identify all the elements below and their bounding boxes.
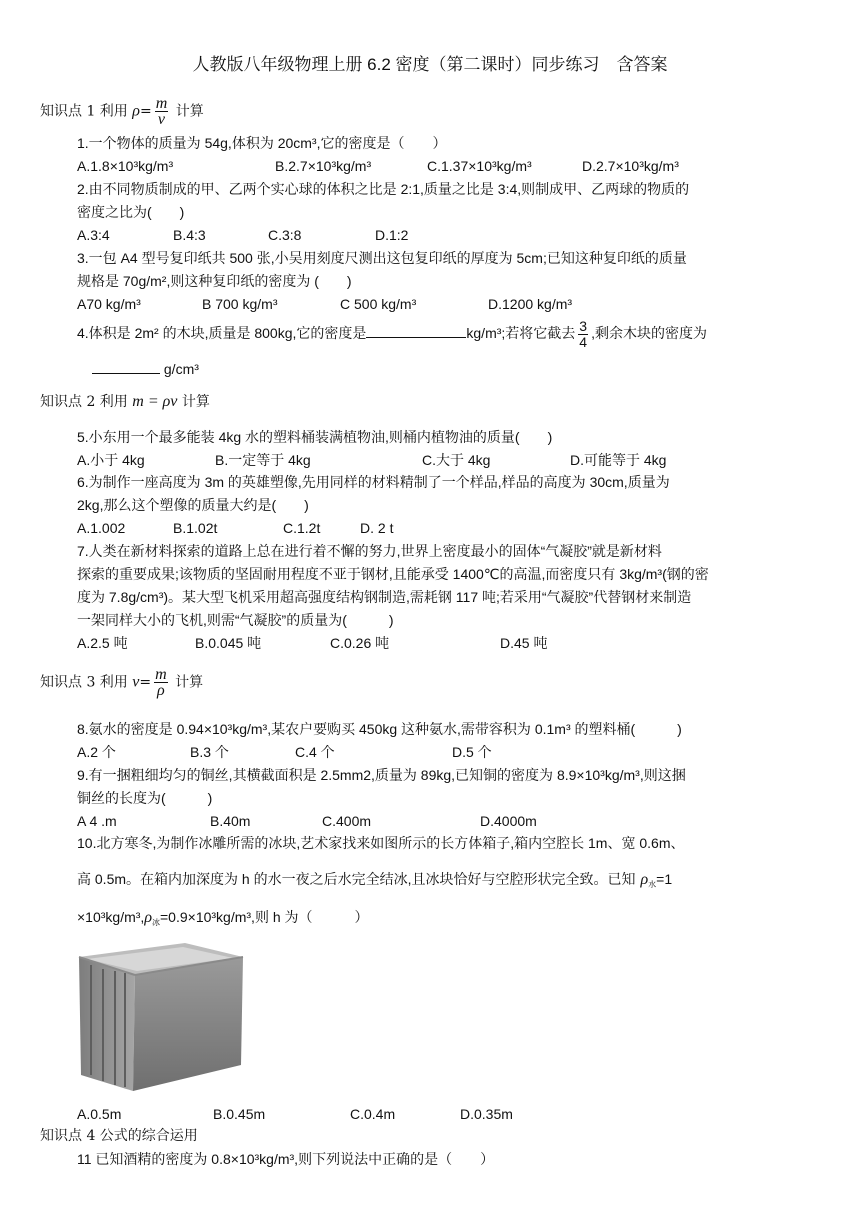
question-9-line-2: 铜丝的长度为( )	[77, 790, 213, 806]
formula-fraction: $\frac{m}{\rho}$	[155, 666, 167, 699]
q6-option-c: C.1.2t	[283, 520, 321, 536]
question-4-line-1: 4.体积是 2m² 的木块,质量是 800kg,它的密度是 kg/m³;若将它截去 $\frac{3}{4}$ ,剩余木块的密度为	[77, 317, 707, 350]
question-4-line-2: g/cm³	[92, 360, 199, 378]
question-10-line-3: $\times 10^3kg/m^3,\rho_冰=0.9\times 10^3kg/m^3$,则 h 为（ ）	[77, 909, 369, 927]
q5-option-b: B.一定等于 4kg	[215, 452, 311, 468]
q5-option-a: A.小于 4kg	[77, 452, 145, 468]
question-3-line-1: 3.一包 A4 型号复印纸共 500 张,小吴用刻度尺测出这包复印纸的厚度为 5cm;已知这种复印纸的质量	[77, 250, 687, 266]
section-4-heading: 知识点 4 公式的综合运用	[40, 1128, 198, 1144]
question-7-line-1: 7.人类在新材料探索的道路上总在进行着不懈的努力,世界上密度最小的固体“气凝胶”就是新材料	[77, 543, 662, 559]
question-7-line-3: 度为 7.8g/cm³)。某大型飞机采用超高强度结构钢制造,需耗钢 117 吨;若采用“气凝胶”代替钢材来制造	[77, 589, 692, 605]
section-1-heading: 知识点 1 利用 ρ= $\frac{m}{v}$ 计算	[40, 95, 204, 128]
q8-option-b: B.3 个	[190, 744, 229, 760]
q10-option-c: C.0.4m	[350, 1106, 396, 1122]
section-2-heading: 知识点 2 利用 m = ρv 计算	[40, 393, 210, 410]
q7-option-a: A.2.5 吨	[77, 635, 128, 651]
q10-option-b: B.0.45m	[213, 1106, 266, 1122]
q10-option-d: D.0.35m	[460, 1106, 513, 1122]
q2-option-c: C.3:8	[268, 227, 302, 243]
section-3-heading: 知识点 3 利用 v= $\frac{m}{\rho}$ 计算	[40, 666, 204, 699]
q3-option-a: A70 kg/m³	[77, 296, 141, 312]
question-7-line-2: 探索的重要成果;该物质的坚固耐用程度不亚于钢材,且能承受 1400℃的高温,而密度只有 3kg/m³(钢的密	[77, 566, 709, 582]
q1-option-a: A.1.8×10³kg/m³	[77, 158, 174, 174]
q9-option-a: A 4 .m	[77, 813, 117, 829]
q7-option-d: D.45 吨	[500, 635, 548, 651]
question-10-line-1: 10.北方寒冬,为制作冰雕所需的冰块,艺术家找来如图所示的长方体箱子,箱内空腔长 1m、宽 0.6m、	[77, 835, 685, 851]
answer-blank[interactable]	[366, 324, 466, 338]
q6-option-b: B.1.02t	[173, 520, 218, 536]
q8-option-a: A.2 个	[77, 744, 116, 760]
q3-option-c: C 500 kg/m³	[340, 296, 417, 312]
question-3-line-2: 规格是 70g/m²,则这种复印纸的密度为 ( )	[77, 273, 352, 289]
question-10-line-2: 高 0.5m。在箱内加深度为 h 的水一夜之后水完全结冰,且冰块恰好与空腔形状完全致。已知 $\rho_水=1$	[77, 871, 673, 889]
q3-option-b: B 700 kg/m³	[202, 296, 278, 312]
q7-option-c: C.0.26 吨	[330, 635, 390, 651]
q2-option-d: D.1:2	[375, 227, 409, 243]
q7-option-b: B.0.045 吨	[195, 635, 262, 651]
question-6-line-1: 6.为制作一座高度为 3m 的英雄塑像,先用同样的材料精制了一个样品,样品的高度为 30cm,质量为	[77, 474, 670, 490]
q1-option-c: C.1.37×10³kg/m³	[427, 158, 532, 174]
q1-option-d: D.2.7×10³kg/m³	[582, 158, 679, 174]
formula-fraction: $\frac{m}{v}$	[155, 95, 168, 128]
question-1: 1.一个物体的质量为 54g,体积为 20cm³,它的密度是（ ）	[77, 135, 447, 151]
question-8: 8.氨水的密度是 0.94×10³kg/m³,某农户要购买 450kg 这种氨水,需带容积为 0.1m³ 的塑料桶( )	[77, 721, 682, 737]
page-title: 人教版八年级物理上册 6.2 密度（第二课时）同步练习 含答案	[192, 55, 668, 74]
question-9-line-1: 9.有一捆粗细均匀的铜丝,其横截面积是 2.5mm2,质量为 89kg,已知铜的密度为 8.9×10³kg/m³,则这捆	[77, 767, 686, 783]
answer-blank[interactable]	[92, 360, 160, 374]
q1-option-b: B.2.7×10³kg/m³	[275, 158, 372, 174]
q5-option-c: C.大于 4kg	[422, 452, 491, 468]
question-11: 11 已知酒精的密度为 0.8×10³kg/m³,则下列说法中正确的是（ ）	[77, 1151, 495, 1167]
q9-option-c: C.400m	[322, 813, 372, 829]
question-7-line-4: 一架同样大小的飞机,则需“气凝胶”的质量为( )	[77, 612, 394, 628]
q3-option-d: D.1200 kg/m³	[488, 296, 573, 312]
plastic-crate-icon	[75, 935, 247, 1095]
question-2-line-2: 密度之比为( )	[77, 204, 185, 220]
q2-option-a: A.3:4	[77, 227, 110, 243]
question-6-line-2: 2kg,那么这个塑像的质量大约是( )	[77, 497, 309, 513]
q8-option-d: D.5 个	[452, 744, 492, 760]
question-5: 5.小东用一个最多能装 4kg 水的塑料桶装满植物油,则桶内植物油的质量( )	[77, 429, 553, 445]
q6-option-d: D. 2 t	[360, 520, 394, 536]
q2-option-b: B.4:3	[173, 227, 206, 243]
q9-option-d: D.4000m	[480, 813, 537, 829]
q8-option-c: C.4 个	[295, 744, 335, 760]
q9-option-b: B.40m	[210, 813, 251, 829]
question-2-line-1: 2.由不同物质制成的甲、乙两个实心球的体积之比是 2:1,质量之比是 3:4,则制成甲、乙两球的物质的	[77, 181, 690, 197]
q5-option-d: D.可能等于 4kg	[570, 452, 667, 468]
q10-option-a: A.0.5m	[77, 1106, 122, 1122]
q6-option-a: A.1.002	[77, 520, 126, 536]
fraction-three-quarters: $\frac{3}{4}$	[579, 317, 588, 350]
